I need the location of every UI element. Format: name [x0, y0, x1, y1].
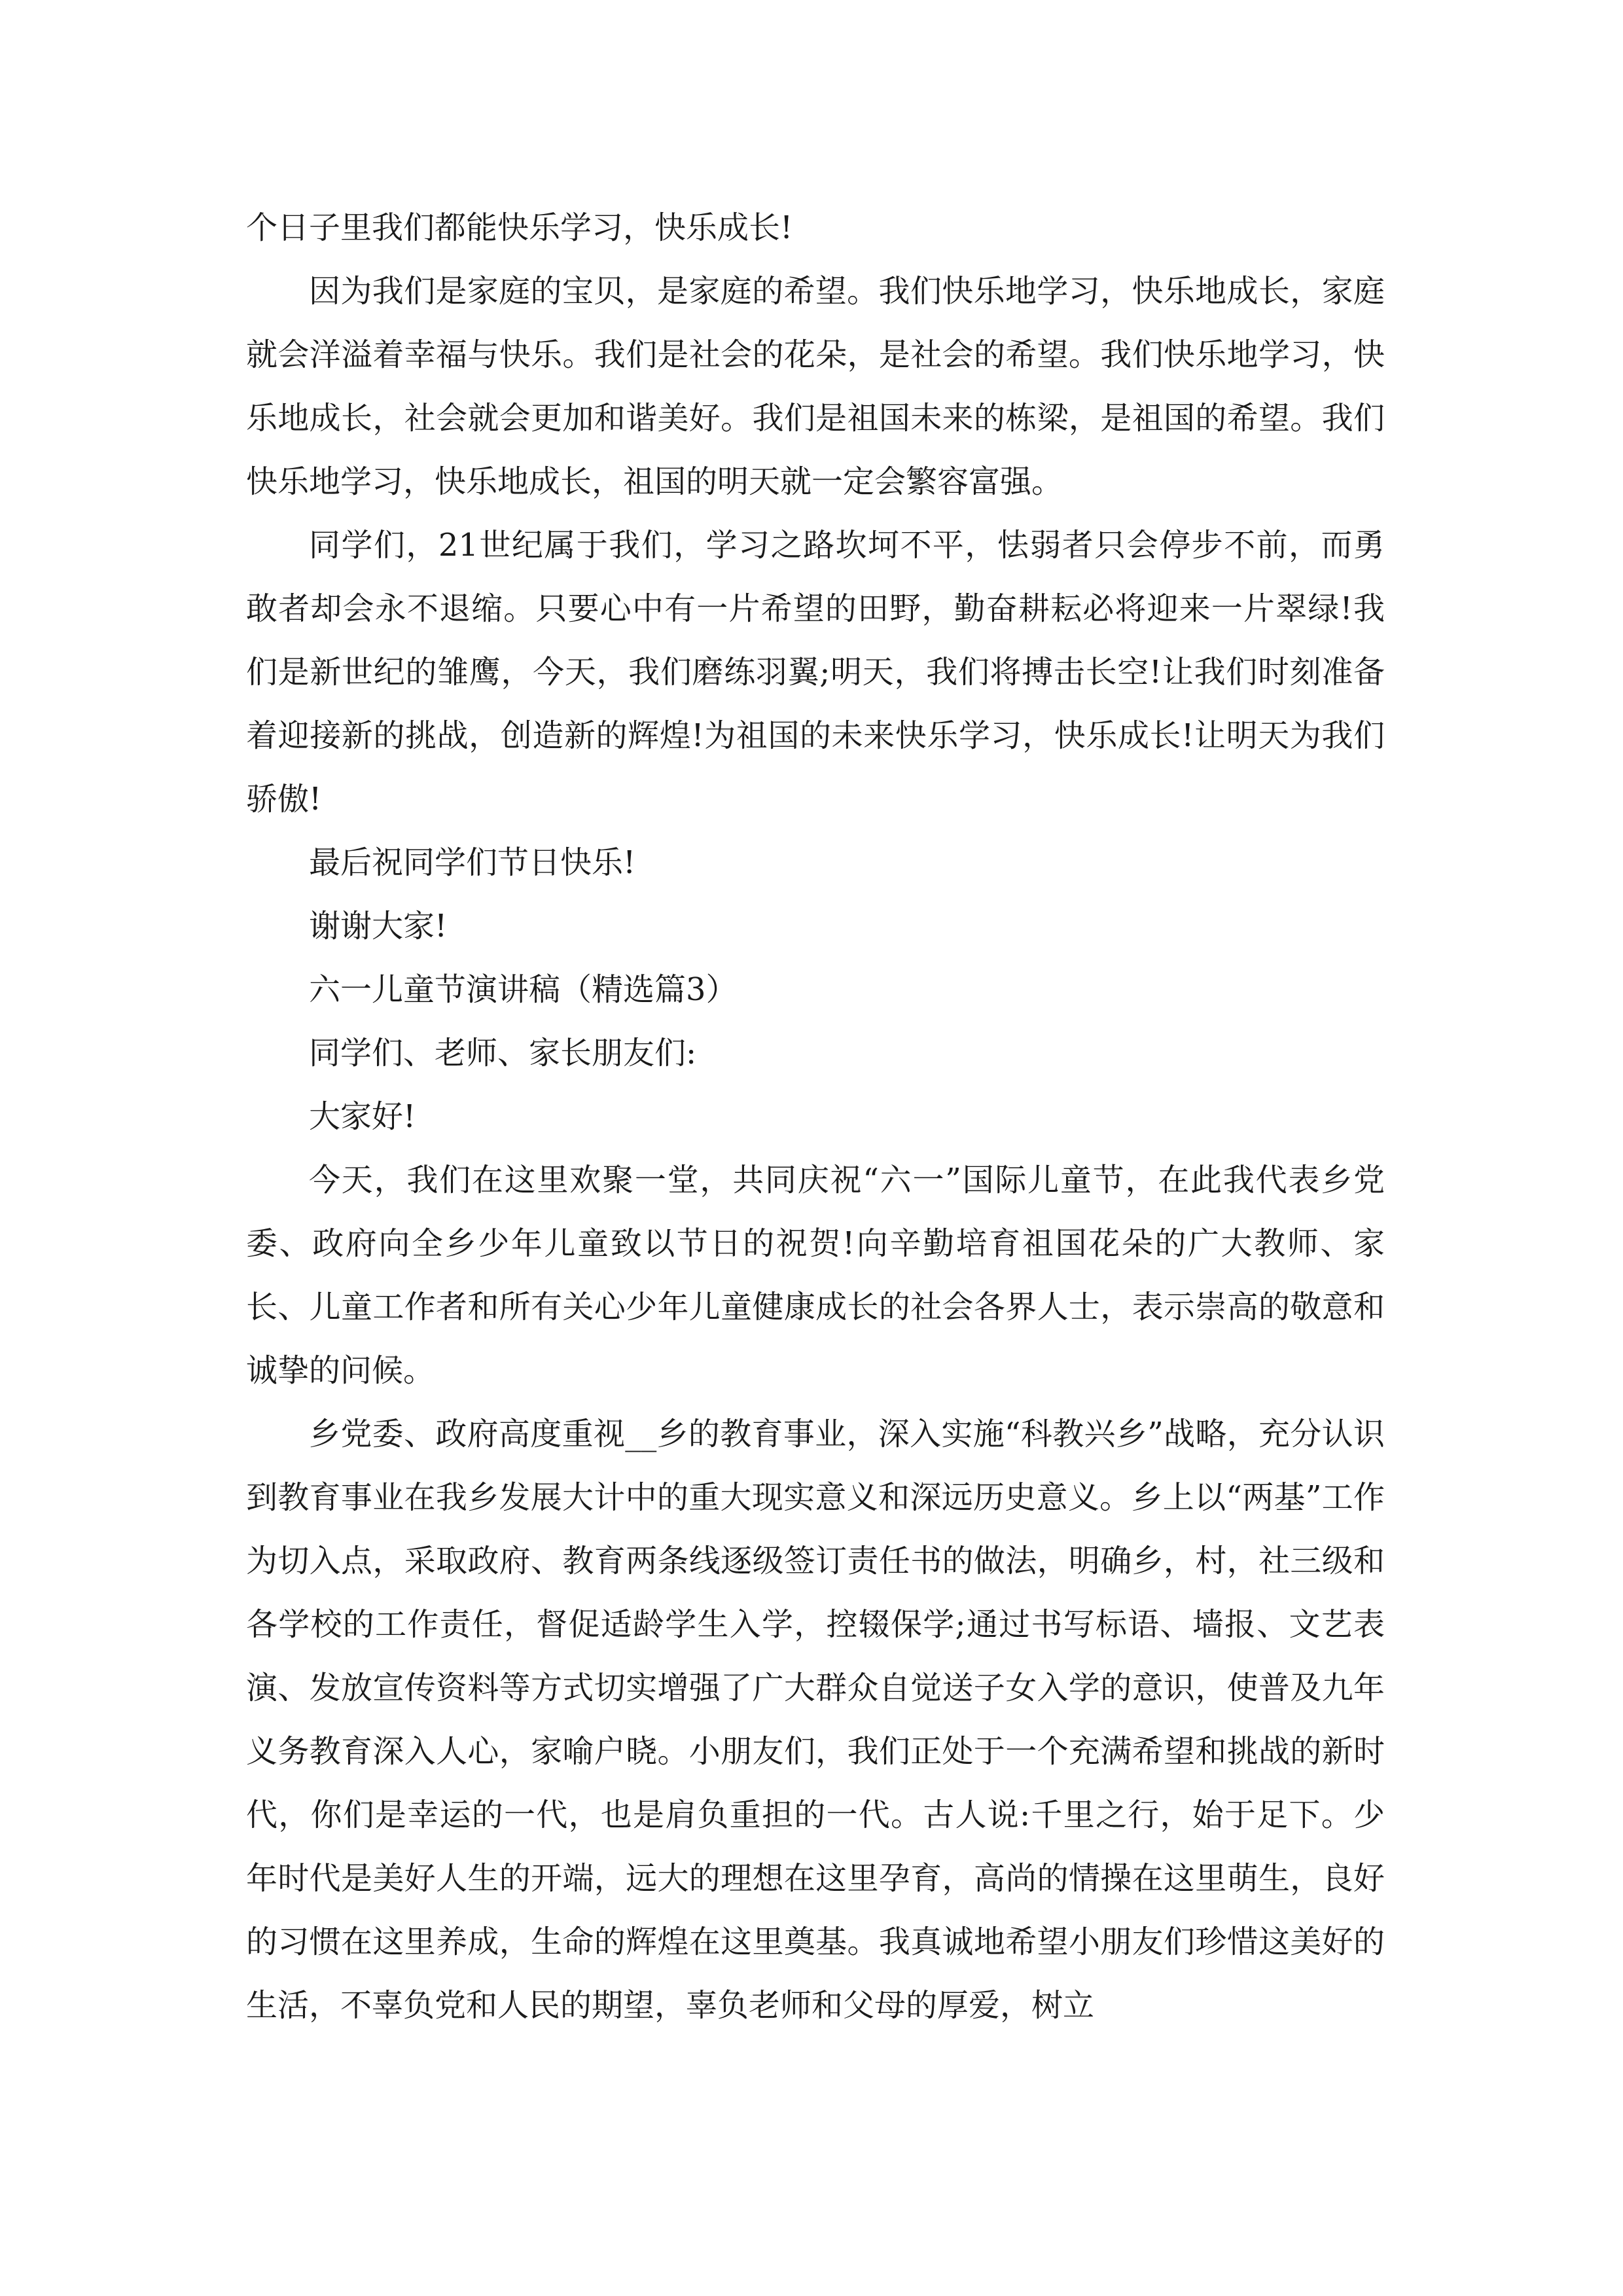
salutation: 同学们、老师、家长朋友们: [309, 1035, 697, 1071]
paragraph: 同学们，21世纪属于我们，学习之路坎坷不平，怯弱者只会停步不前，而勇敢者却会永不退缩。只要心中有一片希望的田野，勤奋耕耘必将迎来一片翠绿!我们是新世纪的雏鹰，今天，我们磨练羽翼;明天，我们将搏击长空!让我们时刻准备着迎接新的挑战，创造新的辉煌!为祖国的未来快乐学习，快乐成长!让明天为我们骄傲! [246, 527, 1385, 817]
paragraph: 个日子里我们都能快乐学习，快乐成长! [246, 209, 793, 246]
paragraph: 因为我们是家庭的宝贝，是家庭的希望。我们快乐地学习，快乐地成长，家庭就会洋溢着幸福与快乐。我们是社会的花朵，是社会的希望。我们快乐地学习，快乐地成长，社会就会更加和谐美好。我们是祖国未来的栋梁，是祖国的希望。我们快乐地学习，快乐地成长，祖国的明天就一定会繁容富强。 [246, 273, 1385, 500]
paragraph: 乡党委、政府高度重视__乡的教育事业，深入实施“科教兴乡”战略，充分认识到教育事业在我乡发展大计中的重大现实意义和深远历史意义。乡上以“两基”工作为切入点，采取政府、教育两条线逐级签订责任书的做法，明确乡，村，社三级和各学校的工作责任，督促适龄学生入学，控辍保学;通过书写标语、墙报、文艺表演、发放宣传资料等方式切实增强了广大群众自觉送子女入学的意识，使普及九年义务教育深入人心，家喻户晓。小朋友们，我们正处于一个充满希望和挑战的新时代，你们是幸运的一代，也是肩负重担的一代。古人说:千里之行，始于足下。少年时代是美好人生的开端，远大的理想在这里孕育，高尚的情操在这里萌生，良好的习惯在这里养成，生命的辉煌在这里奠基。我真诚地希望小朋友们珍惜这美好的生活，不辜负党和人民的期望，辜负老师和父母的厚爱，树立 [246, 1416, 1385, 2024]
paragraph: 谢谢大家! [309, 908, 448, 944]
paragraph: 最后祝同学们节日快乐! [309, 844, 636, 881]
document-body [246, 196, 1385, 2037]
paragraph: 今天，我们在这里欢聚一堂，共同庆祝“六一”国际儿童节，在此我代表乡党委、政府向全乡少年儿童致以节日的祝贺!向辛勤培育祖国花朵的广大教师、家长、儿童工作者和所有关心少年儿童健康成长的社会各界人士，表示崇高的敬意和诚挚的问候。 [246, 1162, 1385, 1389]
section-heading: 六一儿童节演讲稿（精选篇3） [309, 971, 738, 1008]
greeting: 大家好! [309, 1098, 416, 1135]
